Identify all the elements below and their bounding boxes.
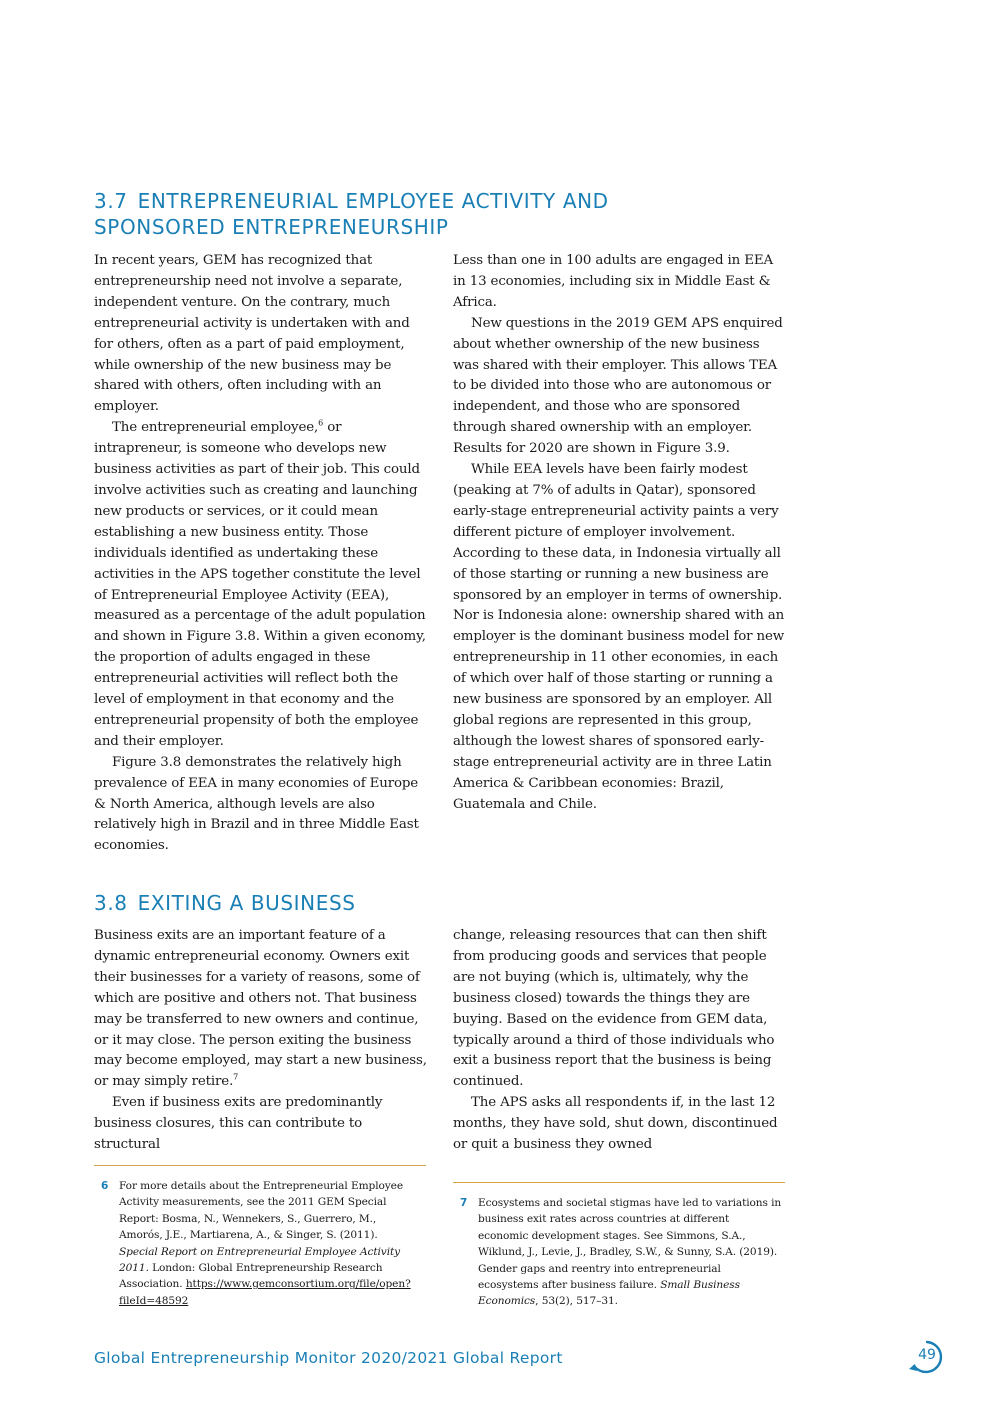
section-title-line2: SPONSORED ENTREPRENEURSHIP	[94, 215, 449, 239]
footnote-ref-7[interactable]: 7	[233, 1072, 239, 1082]
paragraph: The APS asks all respondents if, in the last 12 months, they have sold, shut down, discontinued or quit a business they owned	[453, 1095, 778, 1153]
section-3-7-right-column	[453, 251, 787, 815]
footnote-divider	[453, 1182, 785, 1183]
section-3-7-left-column	[94, 251, 428, 857]
paragraph: In recent years, GEM has recognized that entrepreneurship need not involve a separate, independent venture. On the contrary, much entrepreneurial activity is undertaken with and for others, often as a part of paid employment, while ownership of the new business may be shared with others, often including with an employer.	[94, 253, 410, 415]
paragraph: change, releasing resources that can then shift from producing goods and services that people are not buying (which is, ultimately, why the business closed) towards the things they are buying. Based on the evidence from GEM data, typically around a third of those individuals who exit a business report that the business is being continued.	[453, 928, 775, 1090]
section-3-7-heading	[94, 188, 609, 240]
section-number: 3.8	[94, 891, 128, 915]
footnote-text: For more details about the Entrepreneurial Employee Activity measurements, see the 2011 GEM Special Report: Bosma, N., Wennekers, S., Guerrero, M., Amorós, J.E., Martiarena, A., & Singer, S. (2011). Special Report on Entrepreneurial Employee Activity 2011. London: Global Entrepreneurship Research Association. https://www.gemconsortium.org/file/open?fileId=48592	[119, 1180, 411, 1307]
paragraph: New questions in the 2019 GEM APS enquired about whether ownership of the new business was shared with their employer. This allows TEA to be divided into those who are autonomous or independent, and those who are sponsored through shared ownership with an employer. Results for 2020 are shown in Figure 3.9.	[453, 315, 783, 457]
footnote-number: 6	[101, 1180, 109, 1192]
paragraph: Figure 3.8 demonstrates the relatively high prevalence of EEA in many economies of Europe & North America, although levels are also relatively high in Brazil and in three Middle East economies.	[94, 754, 419, 854]
section-3-8-left-column	[94, 926, 428, 1156]
section-title-line1: ENTREPRENEURIAL EMPLOYEE ACTIVITY AND	[137, 189, 609, 213]
section-number: 3.7	[94, 189, 128, 213]
footnote-6	[101, 1178, 419, 1309]
footnote-number: 7	[460, 1197, 468, 1209]
paragraph: Business exits are an important feature of a dynamic entrepreneurial economy. Owners exit their businesses for a variety of reasons, some of which are positive and others not. That business may be transferred to new owners and continue, or it may close. The person exiting the business may become employed, may start a new business, or may simply retire.$^7$	[94, 928, 427, 1090]
page-number: 49	[918, 1347, 936, 1363]
paragraph: Even if business exits are predominantly business closures, this can contribute to structural	[94, 1095, 383, 1153]
footnote-text: Ecosystems and societal stigmas have led to variations in business exit rates across countries at different economic development stages. See Simmons, S.A., Wiklund, J., Levie, J., Bradley, S.W., & Sunny, S.A. (2019). Gender gaps and reentry into entrepreneurial ecosystems after business failure. Small Business Economics, 53(2), 517–31.	[478, 1197, 782, 1308]
page-number-badge	[906, 1336, 948, 1378]
footer-report-title: Global Entrepreneurship Monitor 2020/2021 Global Report	[94, 1349, 563, 1367]
footnote-ref-6[interactable]: 6	[318, 418, 324, 428]
section-title: EXITING A BUSINESS	[137, 891, 356, 915]
section-3-8-heading	[94, 890, 356, 916]
footnote-7	[460, 1195, 782, 1310]
paragraph: The entrepreneurial employee,$^6$ or intrapreneur, is someone who develops new business activities as part of their job. This could involve activities such as creating and launching new products or services, or it could mean establishing a new business entity. Those individuals identified as undertaking these activities in the APS together constitute the level of Entrepreneurial Employee Activity (EEA), measured as a percentage of the adult population and shown in Figure 3.8. Within a given economy, the proportion of adults engaged in these entrepreneurial activities will reflect both the level of employment in that economy and the entrepreneurial propensity of both the employee and their employer.	[94, 418, 426, 749]
paragraph: Less than one in 100 adults are engaged in EEA in 13 economies, including six in Middle East & Africa.	[453, 253, 773, 310]
gem-report-link[interactable]: https://www.gemconsortium.org/file/open?fileId=48592	[119, 1278, 411, 1307]
footnote-divider	[94, 1165, 426, 1166]
section-3-8-right-column	[453, 926, 787, 1156]
paragraph: While EEA levels have been fairly modest (peaking at 7% of adults in Qatar), sponsored early-stage entrepreneurial activity paints a very different picture of employer involvement. According to these data, in Indonesia virtually all of those starting or running a new business are sponsored by an employer in terms of ownership. Nor is Indonesia alone: ownership shared with an employer is the dominant business model for new entrepreneurship in 11 other economies, in each of which over half of those starting or running a new business are sponsored by an employer. All global regions are represented in this group, although the lowest shares of sponsored early-stage entrepreneurial activity are in three Latin America & Caribbean economies: Brazil, Guatemala and Chile.	[453, 462, 785, 812]
